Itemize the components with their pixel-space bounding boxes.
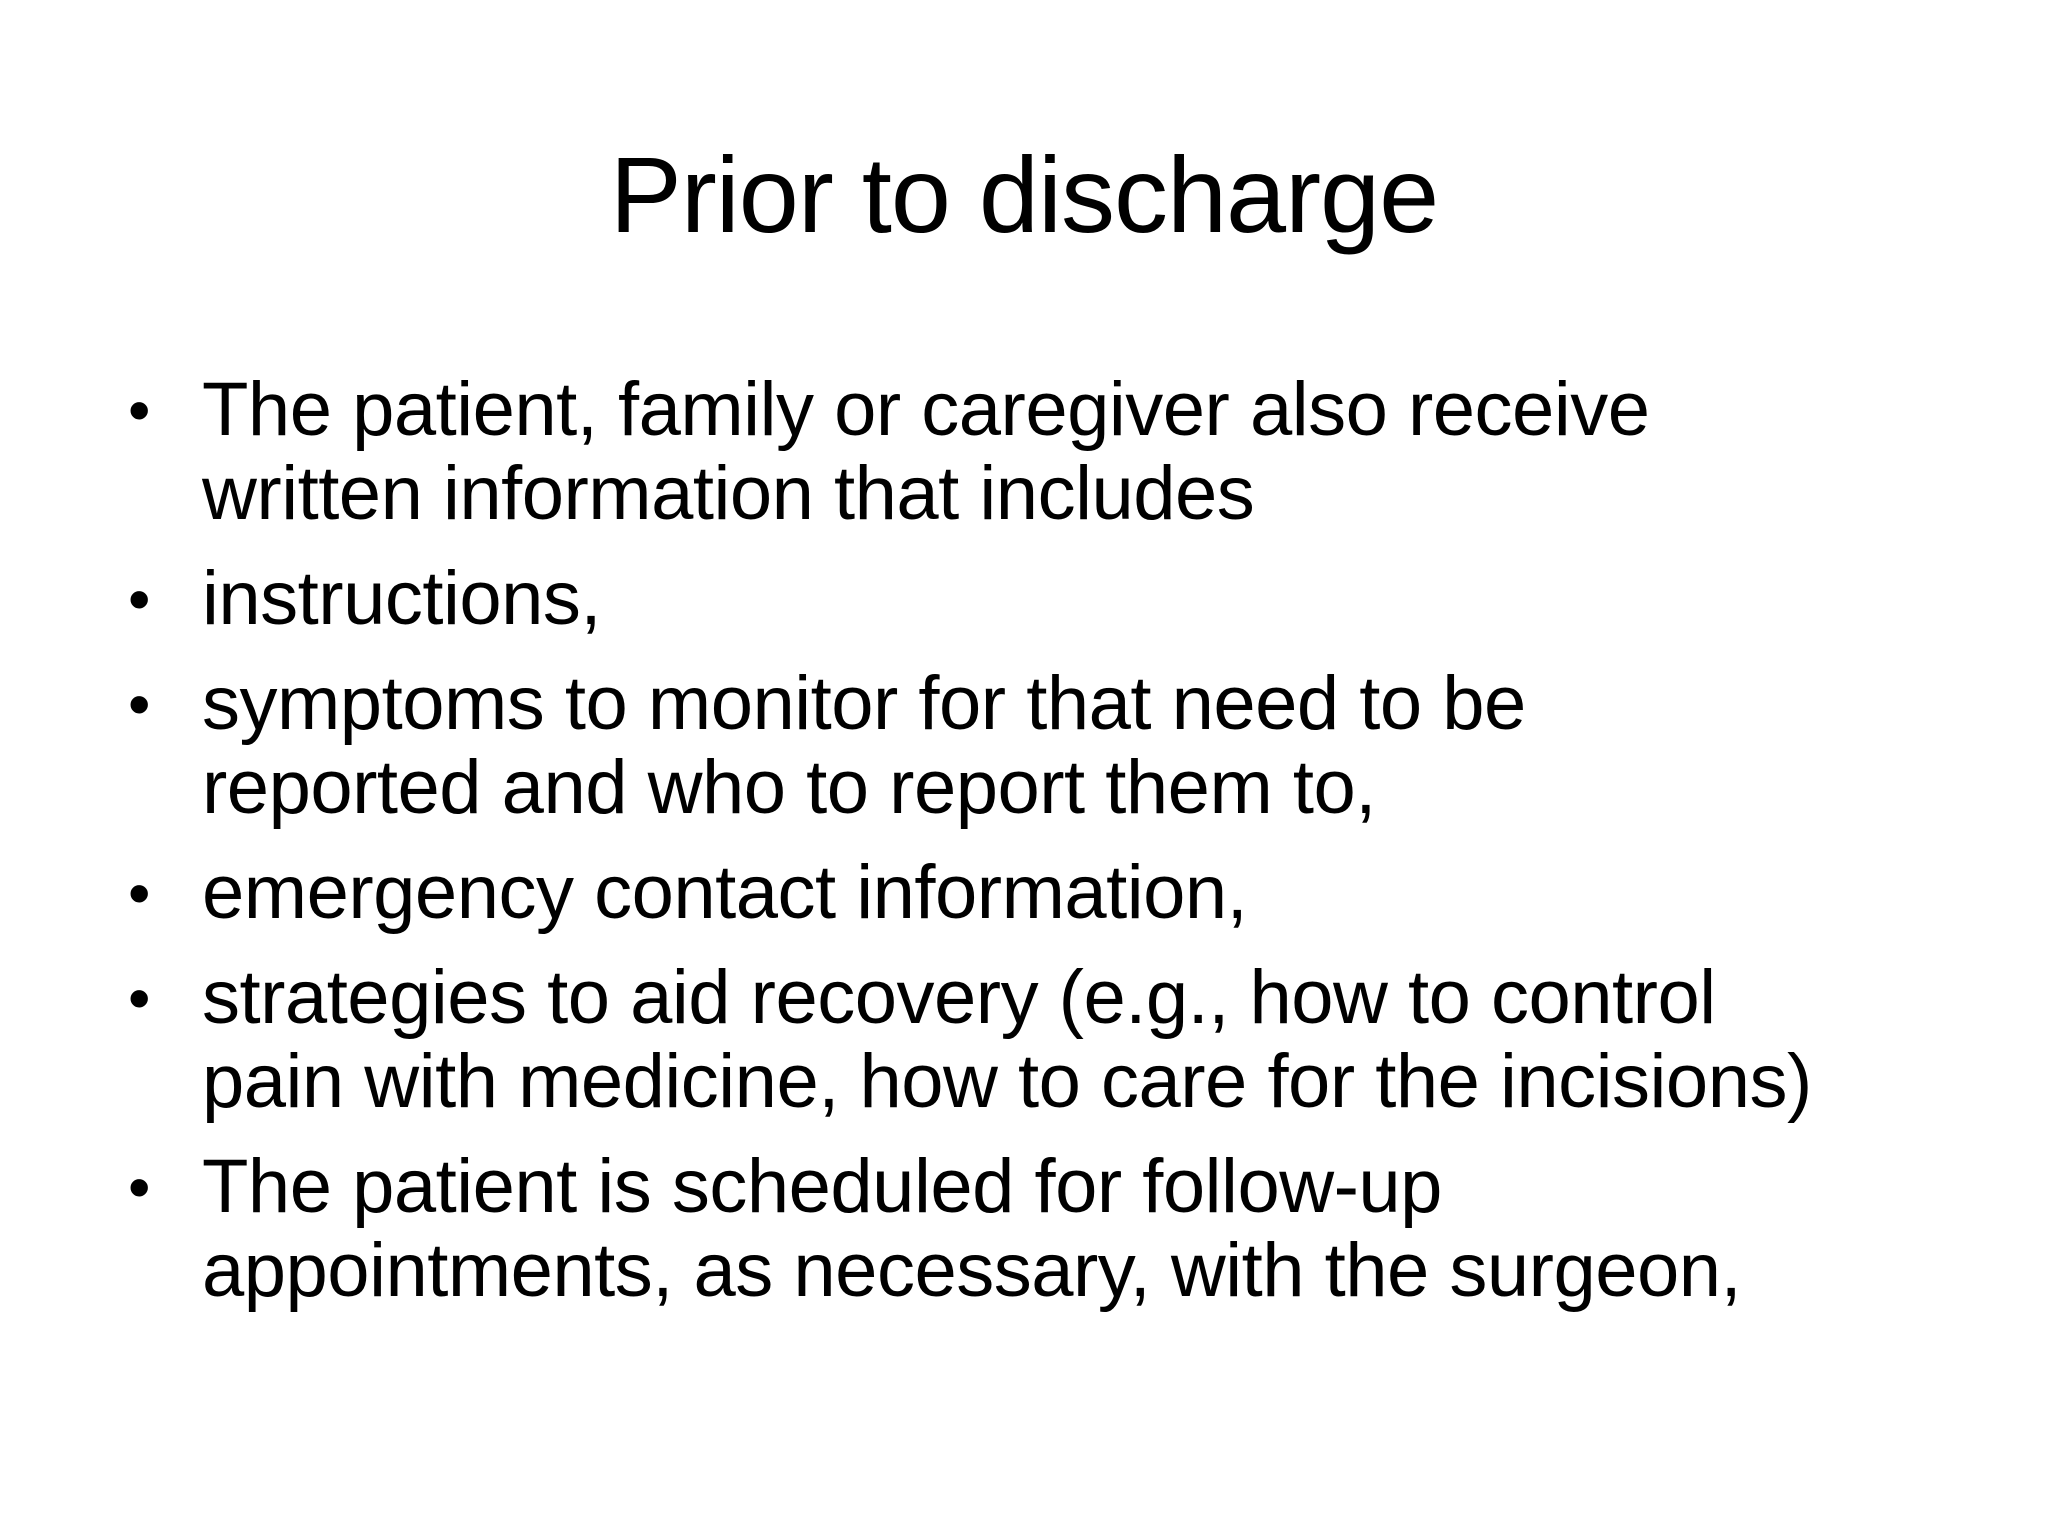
bullet-item [120,557,2000,641]
bullet-icon: • [128,374,150,446]
bullet-item [120,368,2000,536]
bullet-text: strategies to aid recovery (e.g., how to control pain with medicine, how to care for the incisions) [202,955,1812,1124]
bullet-item [120,851,2000,935]
bullet-list [120,368,2000,1334]
bullet-item [120,1145,2000,1313]
bullet-icon: • [128,1151,150,1223]
bullet-item [120,662,2000,830]
bullet-text: emergency contact information, [202,850,1248,935]
bullet-text: symptoms to monitor for that need to be reported and who to report them to, [202,661,1526,830]
bullet-icon: • [128,857,150,929]
bullet-text: instructions, [202,556,601,641]
bullet-icon: • [128,962,150,1034]
bullet-text: The patient, family or caregiver also receive written information that includes [202,367,1650,536]
bullet-icon: • [128,563,150,635]
bullet-text: The patient is scheduled for follow-up appointments, as necessary, with the surgeon, [202,1144,1742,1313]
bullet-icon: • [128,668,150,740]
slide-title: Prior to discharge [609,134,1439,255]
bullet-item [120,956,2000,1124]
